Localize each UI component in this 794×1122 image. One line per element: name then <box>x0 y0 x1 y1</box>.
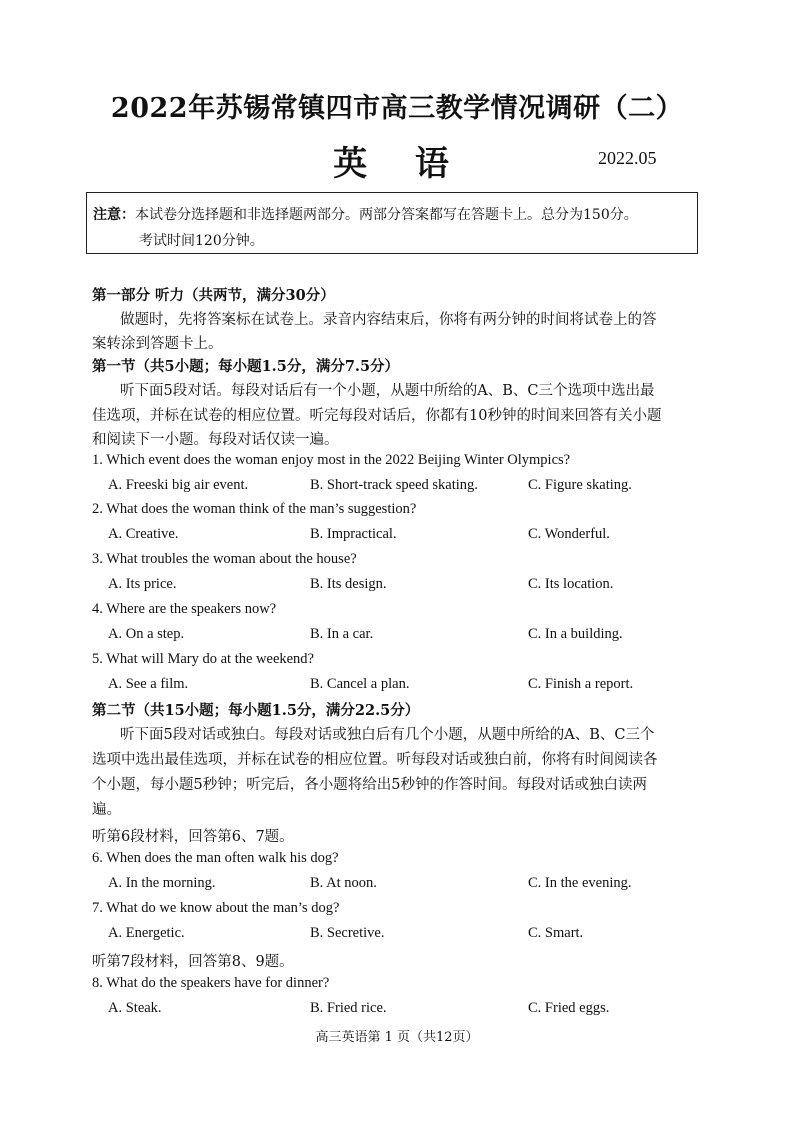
section2-heading: 第二节（共15小题；每小题1.5分，满分22.5分） <box>92 702 420 719</box>
section1-instruction-1: 听下面5段对话。每段对话后有一个小题，从题中所给的A、B、C三个选项中选出最 <box>120 383 655 399</box>
subject-title: 英 语 <box>333 144 467 184</box>
question-2-option-a: A. Creative. <box>108 526 179 542</box>
question-1: 1. Which event does the woman enjoy most in the 2022 Beijing Winter Olympics? <box>92 452 571 468</box>
question-7-option-c: C. Smart. <box>528 925 584 941</box>
question-5-option-b: B. Cancel a plan. <box>310 676 410 692</box>
page-footer: 高三英语第 1 页（共12页） <box>315 1030 479 1045</box>
part1-heading: 第一部分 听力（共两节，满分30分） <box>92 287 335 304</box>
question-6-option-c: C. In the evening. <box>528 875 632 891</box>
part1-instruction-1: 做题时，先将答案标在试卷上。录音内容结束后，你将有两分钟的时间将试卷上的答 <box>120 312 657 328</box>
question-2-option-b: B. Impractical. <box>310 526 397 542</box>
question-4-option-c: C. In a building. <box>528 626 623 642</box>
section2-instruction-4: 遍。 <box>92 802 121 818</box>
question-2: 2. What does the woman think of the man’s suggestion? <box>92 501 417 517</box>
question-3-option-c: C. Its location. <box>528 576 614 592</box>
question-8-option-c: C. Fried eggs. <box>528 1000 610 1016</box>
notice-label: 注意： <box>93 207 135 223</box>
question-4-option-b: B. In a car. <box>310 626 374 642</box>
question-8-option-a: A. Steak. <box>108 1000 162 1016</box>
notice-text-2: 考试时间120分钟。 <box>139 233 264 249</box>
material-6-intro: 听第6段材料，回答第6、7题。 <box>92 829 294 845</box>
question-5-option-c: C. Finish a report. <box>528 676 634 692</box>
question-7-option-b: B. Secretive. <box>310 925 385 941</box>
question-1-option-b: B. Short-track speed skating. <box>310 477 478 493</box>
notice-text-1: 本试卷分选择题和非选择题两部分。两部分答案都写在答题卡上。总分为150分。 <box>135 207 638 223</box>
section1-instruction-2: 佳选项，并标在试卷的相应位置。听完每段对话后，你都有10秒钟的时间来回答有关小题 <box>92 408 662 424</box>
notice-line-1 <box>93 202 697 228</box>
section2-instruction-3: 个小题，每小题5秒钟；听完后，各小题将给出5秒钟的作答时间。每段对话或独白读两 <box>92 777 647 793</box>
question-2-option-c: C. Wonderful. <box>528 526 610 542</box>
material-7-intro: 听第7段材料，回答第8、9题。 <box>92 954 294 970</box>
section2-instruction-1: 听下面5段对话或独白。每段对话或独白后有几个小题，从题中所给的A、B、C三个 <box>120 727 655 743</box>
question-4-option-a: A. On a step. <box>108 626 185 642</box>
part1-instruction-2: 案转涂到答题卡上。 <box>92 336 223 352</box>
question-4: 4. Where are the speakers now? <box>92 601 277 617</box>
section1-instruction-3: 和阅读下一小题。每段对话仅读一遍。 <box>92 432 339 448</box>
question-7-option-a: A. Energetic. <box>108 925 185 941</box>
question-7: 7. What do we know about the man’s dog? <box>92 900 340 916</box>
question-8: 8. What do the speakers have for dinner? <box>92 975 330 991</box>
question-6-option-b: B. At noon. <box>310 875 377 891</box>
question-8-option-b: B. Fried rice. <box>310 1000 387 1016</box>
exam-date: 2022.05 <box>598 148 657 168</box>
question-3-option-a: A. Its price. <box>108 576 177 592</box>
exam-title: 2022年苏锡常镇四市高三教学情况调研（二） <box>110 93 684 124</box>
question-6-option-a: A. In the morning. <box>108 875 216 891</box>
question-1-option-c: C. Figure skating. <box>528 477 632 493</box>
notice-box <box>86 192 698 254</box>
question-6: 6. When does the man often walk his dog? <box>92 850 339 866</box>
section1-heading: 第一节（共5小题；每小题1.5分，满分7.5分） <box>92 358 400 375</box>
question-5-option-a: A. See a film. <box>108 676 189 692</box>
question-3-option-b: B. Its design. <box>310 576 387 592</box>
question-3: 3. What troubles the woman about the house? <box>92 551 357 567</box>
question-1-option-a: A. Freeski big air event. <box>108 477 249 493</box>
question-5: 5. What will Mary do at the weekend? <box>92 651 314 667</box>
section2-instruction-2: 选项中选出最佳选项，并标在试卷的相应位置。听每段对话或独白前，你将有时间阅读各 <box>92 752 658 768</box>
